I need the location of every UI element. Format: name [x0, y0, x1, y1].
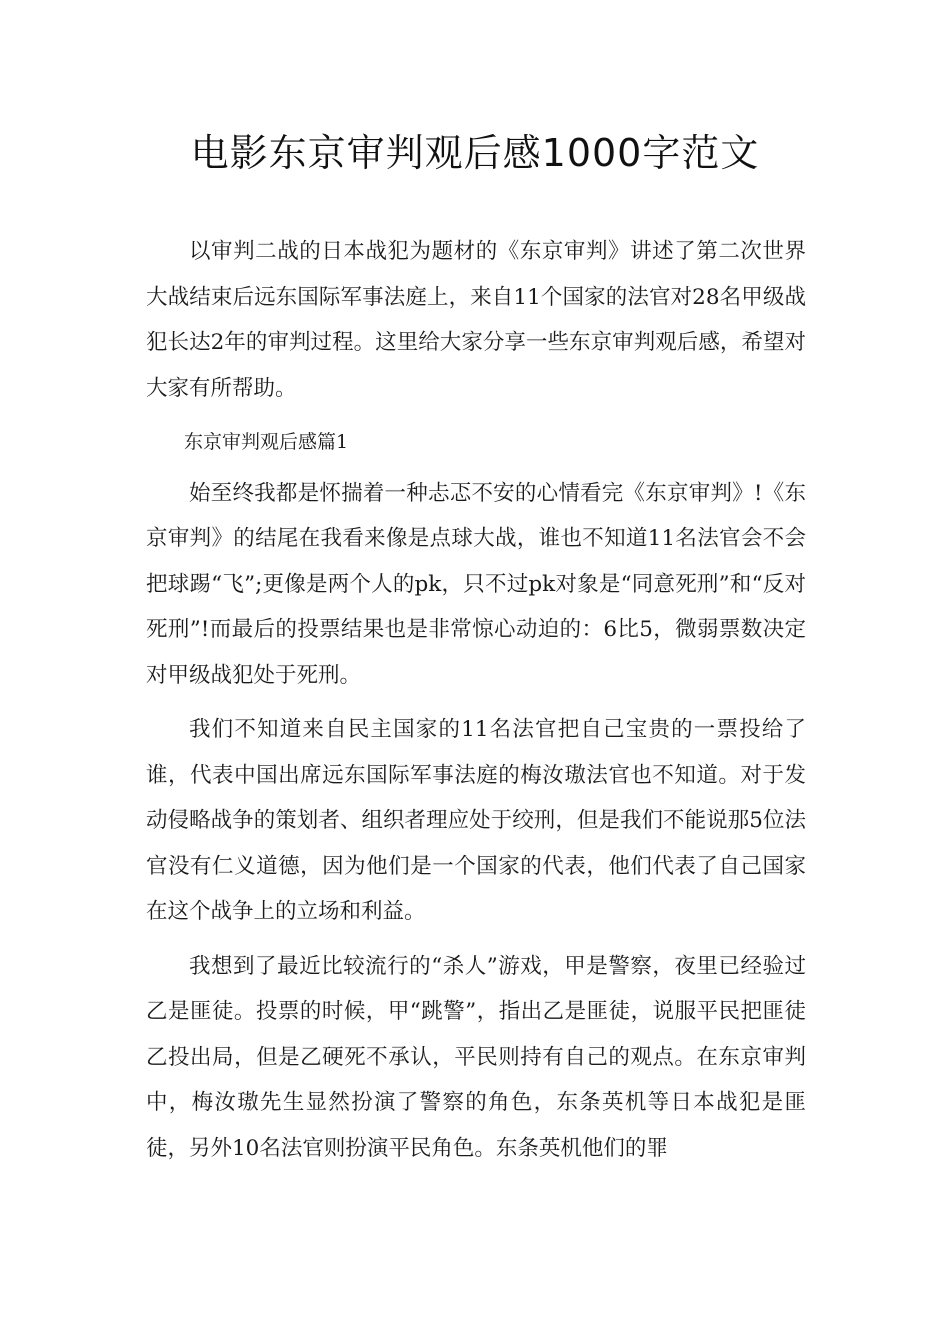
document-title: 电影东京审判观后感1000字范文 [190, 131, 760, 175]
paragraph-2: 我们不知道来自民主国家的11名法官把自己宝贵的一票投给了谁，代表中国出席远东国际军事法庭的梅汝璈法官也不知道。对于发动侵略战争的策划者、组织者理应处于绞刑，但是我们不能说那5位法官没有仁义道德，因为他们是一个国家的代表，他们代表了自己国家在这个战争上的立场和利益。 [146, 717, 806, 924]
document-body [146, 229, 806, 1180]
paragraph-3: 我想到了最近比较流行的“杀人”游戏，甲是警察，夜里已经验过乙是匪徒。投票的时候，甲“跳警”，指出乙是匪徒，说服平民把匪徒乙投出局，但是乙硬死不承认，平民则持有自己的观点。在东京审判中，梅汝璈先生显然扮演了警察的角色，东条英机等日本战犯是匪徒，另外10名法官则扮演平民角色。东条英机他们的罪 [146, 953, 806, 1161]
section-heading: 东京审判观后感篇1 [184, 431, 349, 453]
paragraph-1: 始至终我都是怀揣着一种忐忑不安的心情看完《东京审判》!《东京审判》的结尾在我看来像是点球大战，谁也不知道11名法官会不会把球踢“飞”;更像是两个人的pk，只不过pk对象是“同意死刑”和“反对死刑”!而最后的投票结果也是非常惊心动迫的：6比5，微弱票数决定对甲级战犯处于死刑。 [146, 480, 806, 688]
paragraph-intro: 以审判二战的日本战犯为题材的《东京审判》讲述了第二次世界大战结束后远东国际军事法庭上，来自11个国家的法官对28名甲级战犯长达2年的审判过程。这里给大家分享一些东京审判观后感，希望对大家有所帮助。 [146, 239, 806, 401]
